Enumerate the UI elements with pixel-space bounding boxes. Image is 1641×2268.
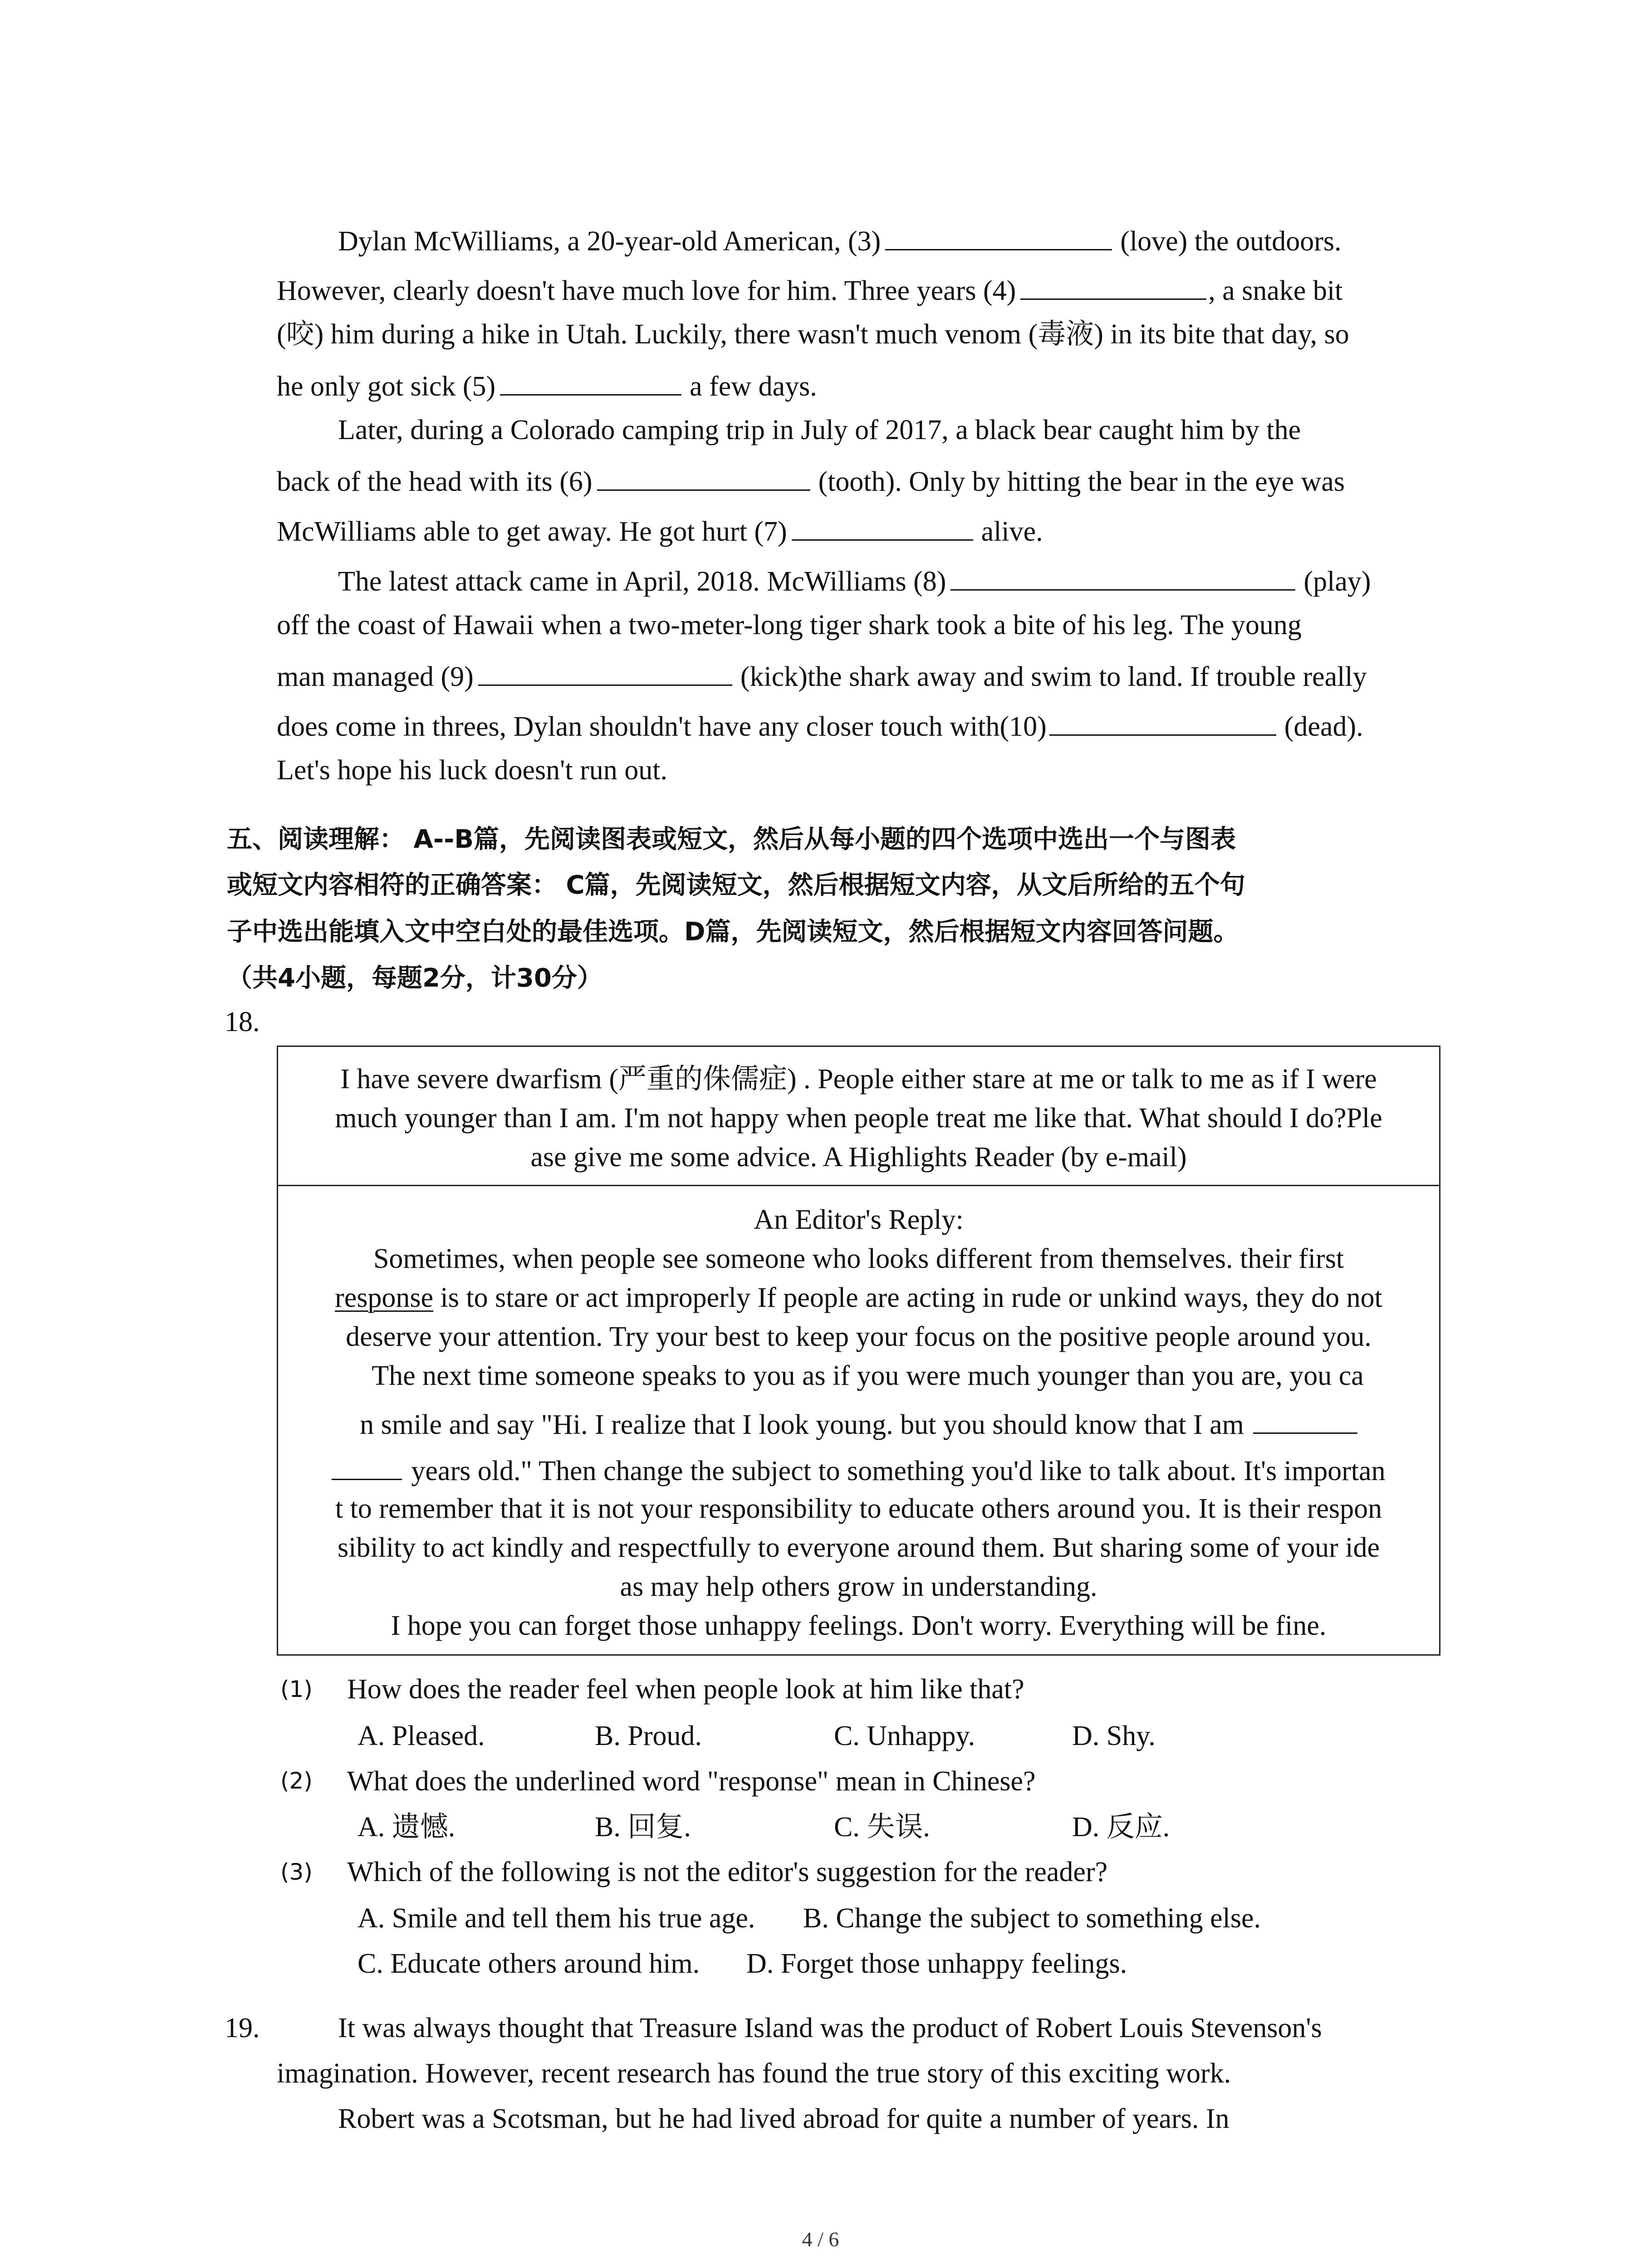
answer-blank-3 [885,225,1112,250]
passage-text: back of the head with its (6) [277,466,593,497]
passage-line [277,516,1043,546]
passage-line [277,611,1302,639]
answer-blank-4 [1020,275,1206,300]
reply-text: n smile and say "Hi. I realize that I look young. but you should know that I am [360,1409,1244,1440]
subquestion-number: (3) [280,1859,313,1885]
passage-text: Later, during a Colorado camping trip in July of 2017, a black bear caught him by the [338,415,1301,445]
passage-line [277,320,1349,348]
passage-text: (kick)the shark away and swim to land. If trouble really [740,661,1367,692]
age-blank [1253,1409,1357,1434]
passage-line [277,466,1345,496]
section-title: 五、阅读理解： A--B篇，先阅读图表或短文，然后从每小题的四个选项中选出一个与图表 [227,825,1236,854]
letter-line: ase give me some advice. A Highlights Reader (by e-mail) [530,1142,1187,1173]
passage-line [338,566,1371,596]
section-title: 子中选出能填入文中空白处的最佳选项。D篇，先阅读短文，然后根据短文内容回答问题。 [227,917,1239,947]
option: A. Pleased. [358,1721,485,1751]
section-title: 或短文内容相符的正确答案： C篇，先阅读短文，然后根据短文内容，从文后所给的五个句 [227,870,1245,900]
reply-line: The next time someone speaks to you as if you were much younger than you are, you ca [372,1360,1364,1391]
subquestion-number: (1) [280,1676,313,1702]
passage-line: It was always thought that Treasure Island was the product of Robert Louis Stevenson's [338,2013,1322,2043]
option: C. Unhappy. [834,1721,975,1751]
passage-line [338,225,1342,255]
option: D. Shy. [1072,1721,1156,1751]
passage-text: off the coast of Hawaii when a two-meter-long tiger shark took a bite of his leg. The young [277,610,1302,640]
option: C. Educate others around him. [358,1948,700,1979]
reply-title: An Editor's Reply: [754,1204,964,1235]
answer-blank-10 [1049,711,1276,736]
subquestion-text: What does the underlined word "response" mean in Chinese? [347,1766,1036,1797]
option: B. Proud. [595,1721,702,1751]
option: B. Change the subject to something else. [803,1903,1261,1934]
passage-line [277,711,1363,741]
answer-blank-5 [500,371,681,396]
passage-line [338,416,1301,444]
age-blank-cont [332,1455,402,1480]
passage-text: (tooth). Only by hitting the bear in the eye was [818,466,1345,497]
reply-line: sibility to act kindly and respectfully to everyone around them. But sharing some of your ide [338,1532,1380,1563]
passage-text: (love) the outdoors. [1120,226,1342,257]
passage-line: Robert was a Scotsman, but he had lived abroad for quite a number of years. In [338,2103,1230,2134]
reply-line: I hope you can forget those unhappy feelings. Don't worry. Everything will be fine. [391,1610,1327,1641]
option: C. 失误. [834,1812,930,1843]
passage-text: , a snake bit [1208,275,1343,306]
answer-blank-8 [950,566,1295,591]
option: D. 反应. [1072,1812,1170,1843]
passage-line [277,756,667,784]
question-number: 19. [225,2013,260,2043]
passage-text: a few days. [690,371,817,402]
passage-line [277,275,1342,305]
subquestion-text: Which of the following is not the editor's suggestion for the reader? [347,1857,1108,1887]
page-number: 4 / 6 [802,2228,839,2251]
passage-text: However, clearly doesn't have much love for him. Three years (4) [277,275,1016,306]
passage-text: McWilliams able to get away. He got hurt (7) [277,516,787,547]
passage-text: Dylan McWilliams, a 20-year-old American, (3) [338,226,881,257]
reply-line [277,1409,1440,1439]
answer-blank-9 [478,661,732,686]
passage-text: (咬) him during a hike in Utah. Luckily, there wasn't much venom (毒液) in its bite that day, so [277,319,1349,350]
option: D. Forget those unhappy feelings. [746,1948,1127,1979]
reply-line: as may help others grow in understanding. [620,1571,1097,1602]
reply-line [277,1455,1440,1485]
passage-text: Let's hope his luck doesn't run out. [277,755,667,786]
passage-line [277,661,1367,691]
reply-line: deserve your attention. Try your best to keep your focus on the positive people around you. [346,1321,1372,1352]
passage-text: (dead). [1284,711,1363,742]
reply-line: t to remember that it is not your responsibility to educate others around you. It is their respon [335,1493,1382,1524]
passage-text: does come in threes, Dylan shouldn't have any closer touch with(10) [277,711,1047,742]
passage-text: alive. [981,516,1043,547]
section-title: （共4小题，每题2分，计30分） [227,963,603,993]
box-divider [277,1185,1440,1186]
reply-text: is to stare or act improperly If people are acting in rude or unkind ways, they do not [433,1282,1382,1313]
option: A. 遗憾. [358,1812,456,1843]
passage-line [277,371,817,401]
answer-blank-7 [792,516,973,541]
option: B. 回复. [595,1812,691,1843]
reply-line [277,1284,1440,1312]
passage-text: The latest attack came in April, 2018. McWilliams (8) [338,566,946,597]
reply-line: Sometimes, when people see someone who looks different from themselves. their first [373,1243,1344,1274]
subquestion-text: How does the reader feel when people look at him like that? [347,1674,1024,1705]
passage-line: imagination. However, recent research has found the true story of this exciting work. [277,2058,1231,2089]
letter-line: much younger than I am. I'm not happy when people treat me like that. What should I do?Ple [335,1103,1382,1134]
reply-text: years old." Then change the subject to something you'd like to talk about. It's importan [411,1456,1386,1486]
letter-line: I have severe dwarfism (严重的侏儒症) . People either stare at me or talk to me as if I were [340,1064,1377,1095]
underlined-word: response [335,1282,434,1313]
option: A. Smile and tell them his true age. [358,1903,755,1934]
passage-text: man managed (9) [277,661,474,692]
passage-text: (play) [1303,566,1371,597]
passage-text: he only got sick (5) [277,371,496,402]
question-number: 18. [225,1007,260,1037]
subquestion-number: (2) [280,1768,313,1794]
answer-blank-6 [597,466,810,491]
